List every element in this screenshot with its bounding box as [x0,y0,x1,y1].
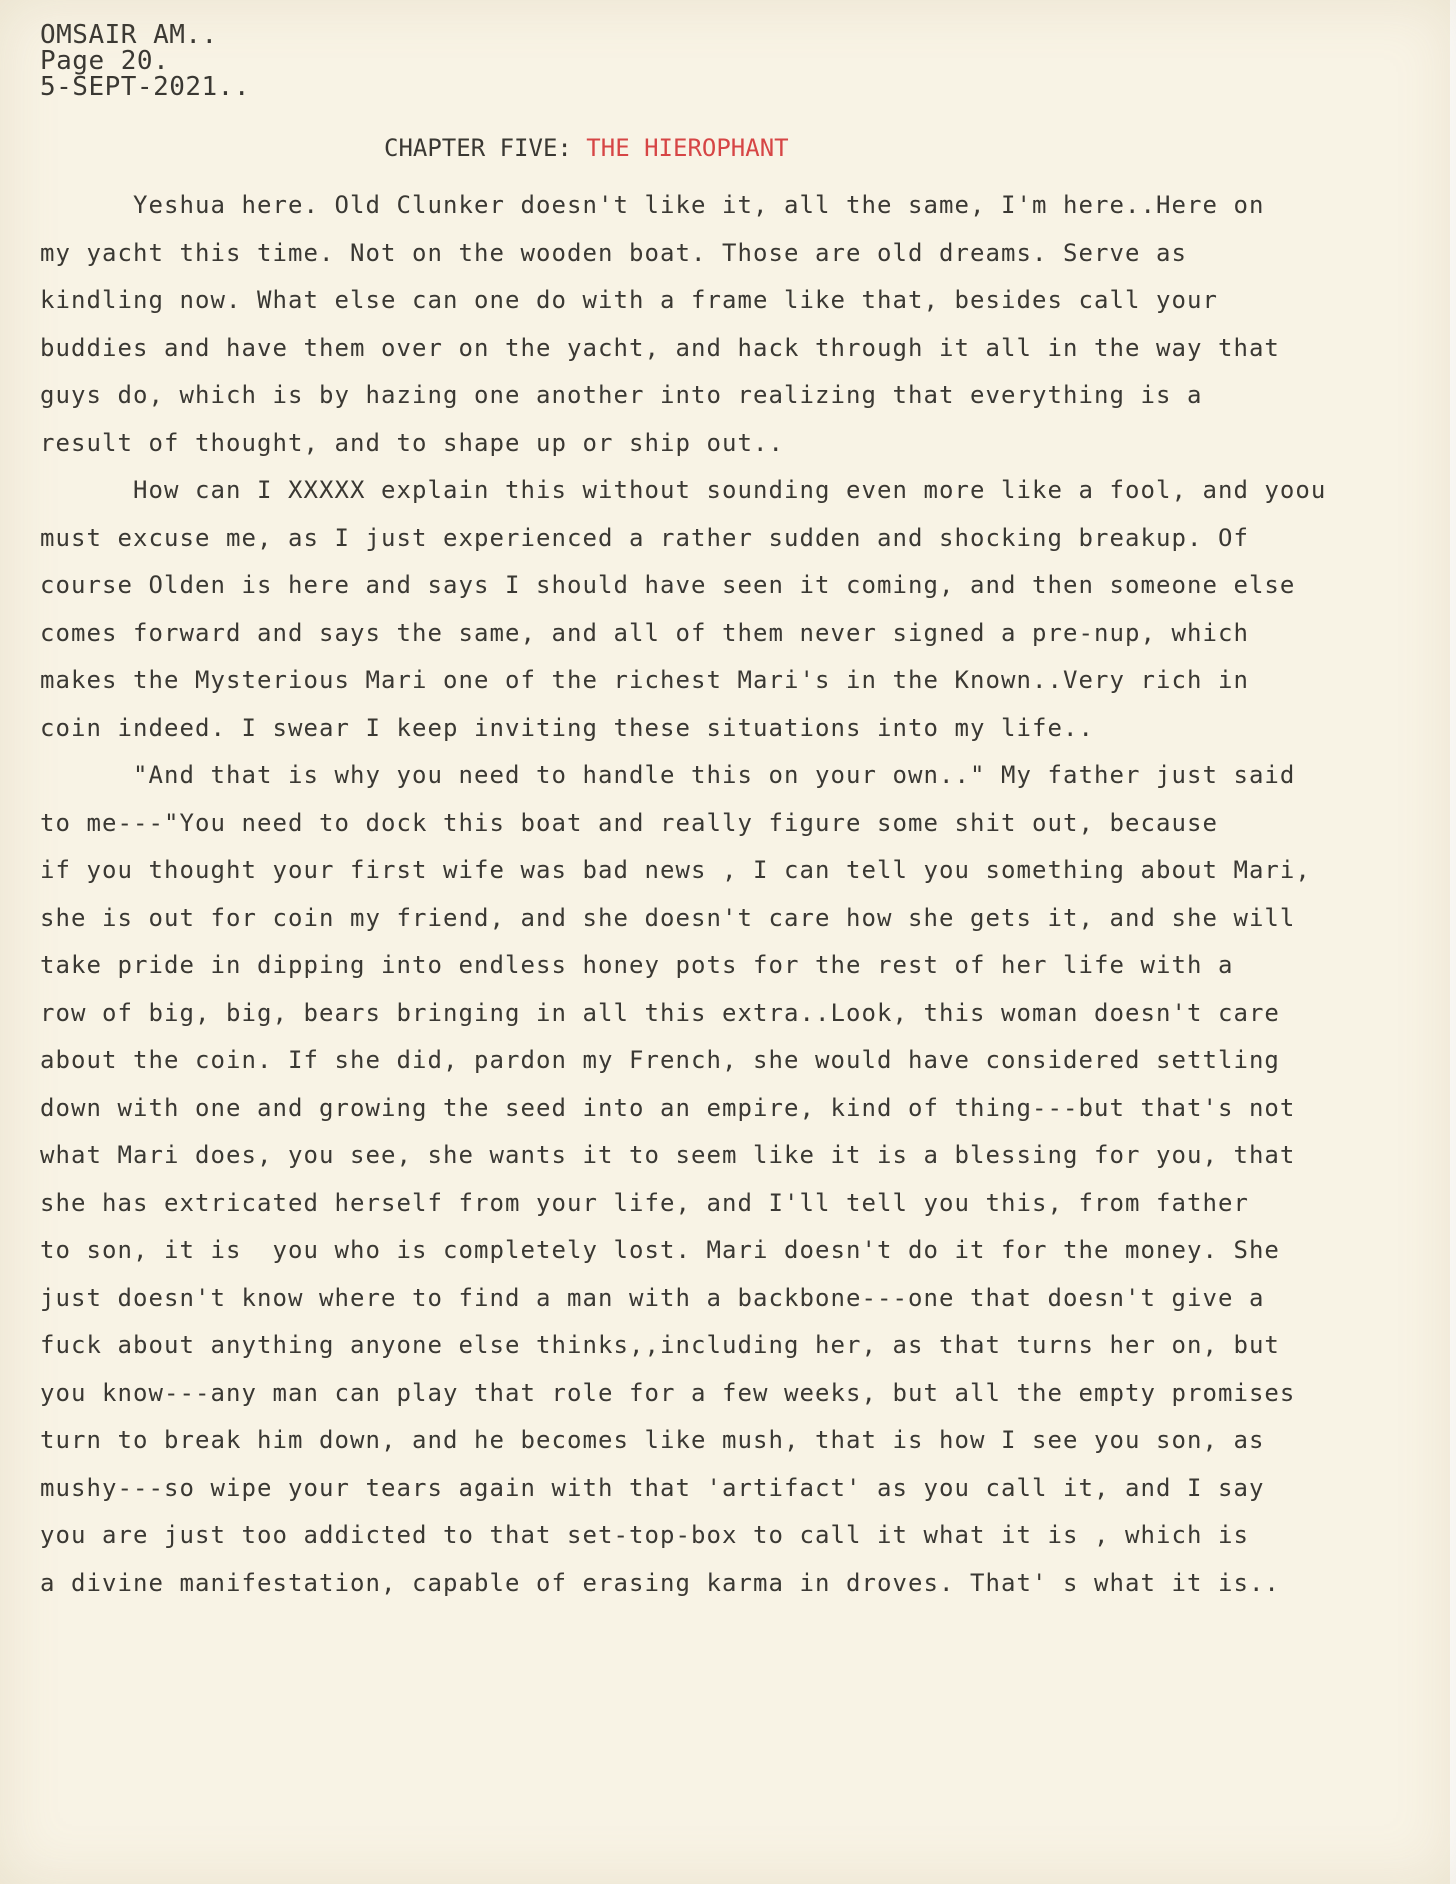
text-line: guys do, which is by hazing one another into realizing that everything is a [40,381,1203,409]
text-line: my yacht this time. Not on the wooden boat. Those are old dreams. Serve as [40,239,1187,267]
text-line: about the coin. If she did, pardon my French, she would have considered settling [40,1046,1280,1074]
text-line: makes the Mysterious Mari one of the richest Mari's in the Known..Very rich in [40,666,1249,694]
text-line: take pride in dipping into endless honey pots for the rest of her life with a [40,951,1234,979]
date-line: 5-SEPT-2021.. [40,72,250,102]
chapter-prefix: CHAPTER FIVE: [384,134,587,162]
text-line: coin indeed. I swear I keep inviting these situations into my life.. [40,714,1094,742]
text-line: course Olden is here and says I should have seen it coming, and then someone else [40,571,1296,599]
text-line: she has extricated herself from your life, and I'll tell you this, from father [40,1189,1249,1217]
text-line: just doesn't know where to find a man with a backbone---one that doesn't give a [40,1284,1265,1312]
text-line: comes forward and says the same, and all of them never signed a pre-nup, which [40,619,1249,647]
page-number: Page 20. [40,46,170,76]
text-line: to son, it is you who is completely lost. Mari doesn't do it for the money. She [40,1236,1280,1264]
text-line: to me---"You need to dock this boat and really figure some shit out, because [40,809,1218,837]
page-header [40,22,250,100]
text-line: buddies and have them over on the yacht, and hack through it all in the way that [40,334,1280,362]
author-line: OMSAIR AM.. [40,20,218,50]
text-line: "And that is why you need to handle this on your own.." My father just said [40,761,1296,789]
text-line: if you thought your first wife was bad news , I can tell you something about Mari, [40,856,1311,884]
text-line: she is out for coin my friend, and she doesn't care how she gets it, and she will [40,904,1296,932]
text-line: what Mari does, you see, she wants it to seem like it is a blessing for you, that [40,1141,1296,1169]
text-line: result of thought, and to shape up or ship out.. [40,429,784,457]
chapter-heading [384,134,789,162]
chapter-title: THE HIEROPHANT [586,134,789,162]
text-line: row of big, big, bears bringing in all this extra..Look, this woman doesn't care [40,999,1280,1027]
page-edge [1450,0,1456,1884]
text-line: fuck about anything anyone else thinks,,including her, as that turns her on, but [40,1331,1280,1359]
text-line: How can I XXXXX explain this without sounding even more like a fool, and yoou [40,476,1327,504]
text-line: kindling now. What else can one do with a frame like that, besides call your [40,286,1218,314]
text-line: Yeshua here. Old Clunker doesn't like it, all the same, I'm here..Here on [40,191,1265,219]
text-line: you know---any man can play that role for a few weeks, but all the empty promises [40,1379,1296,1407]
text-line: turn to break him down, and he becomes like mush, that is how I see you son, as [40,1426,1265,1454]
text-line: mushy---so wipe your tears again with that 'artifact' as you call it, and I say [40,1474,1265,1502]
text-line: must excuse me, as I just experienced a rather sudden and shocking breakup. Of [40,524,1249,552]
text-line: a divine manifestation, capable of erasing karma in droves. That' s what it is.. [40,1569,1280,1597]
text-line: you are just too addicted to that set-top-box to call it what it is , which is [40,1521,1249,1549]
text-line: down with one and growing the seed into an empire, kind of thing---but that's not [40,1094,1296,1122]
